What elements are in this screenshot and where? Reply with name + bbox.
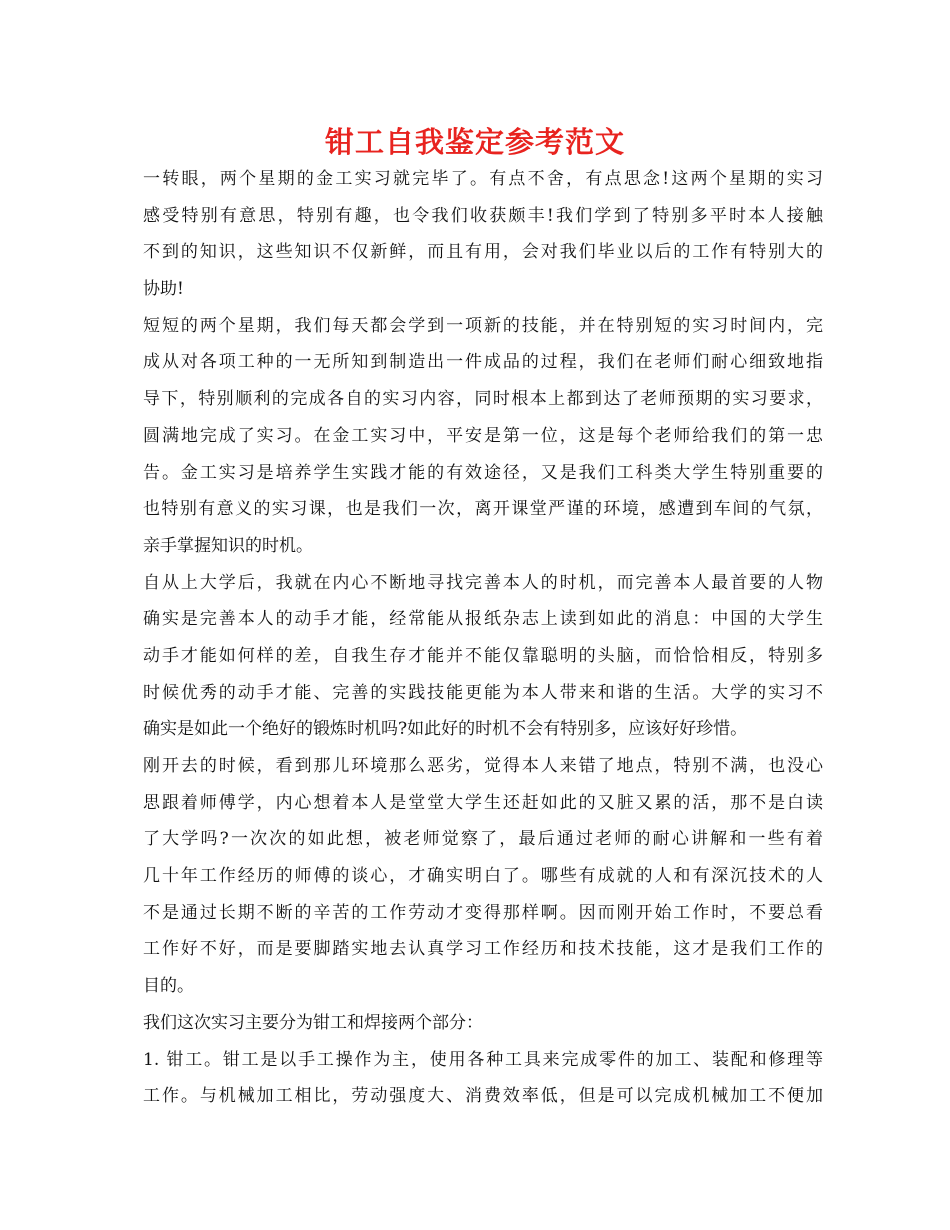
text-line: 刚开去的时候，看到那儿环境那么恶劣，觉得本人来错了地点，特别不满，也没心 bbox=[143, 756, 823, 776]
text-line: 一转眼，两个星期的金工实习就完毕了。有点不舍，有点思念!这两个星期的实习 bbox=[143, 169, 823, 189]
text-line: 导下，特别顺利的完成各自的实习内容，同时根本上都到达了老师预期的实习要求， bbox=[143, 389, 823, 410]
text-line: 也特别有意义的实习课，也是我们一次，离开课堂严谨的环境，感遭到车间的气氛， bbox=[143, 499, 823, 520]
text-line: 1. 钳工。钳工是以手工操作为主，使用各种工具来完成零件的加工、装配和修理等 bbox=[143, 1049, 823, 1070]
text-line: 动手才能如何样的差，自我生存才能并不能仅靠聪明的头脑，而恰恰相反，特别多 bbox=[143, 645, 823, 666]
text-line: 不到的知识，这些知识不仅新鲜，而且有用，会对我们毕业以后的工作有特别大的 bbox=[143, 242, 823, 263]
text-line: 确实是如此一个绝好的锻炼时机吗?如此好的时机不会有特别多，应该好好珍惜。 bbox=[143, 719, 748, 740]
text-line: 时候优秀的动手才能、完善的实践技能更能为本人带来和谐的生活。大学的实习不 bbox=[143, 682, 823, 703]
text-line: 目的。 bbox=[143, 976, 194, 997]
document-title: 钳工自我鉴定参考范文 bbox=[324, 125, 625, 159]
text-line: 亲手掌握知识的时机。 bbox=[143, 535, 313, 556]
text-line: 工作。与机械加工相比，劳动强度大、消费效率低，但是可以完成机械加工不便加 bbox=[143, 1086, 823, 1107]
text-line: 不是通过长期不断的辛苦的工作劳动才变得那样啊。因而刚开始工作时，不要总看 bbox=[143, 902, 823, 923]
text-line: 几十年工作经历的师傅的谈心，才确实明白了。哪些有成就的人和有深沉技术的人 bbox=[143, 866, 823, 887]
text-line: 告。金工实习是培养学生实践才能的有效途径，又是我们工科类大学生特别重要的 bbox=[143, 462, 823, 483]
text-line: 工作好不好，而是要脚踏实地去认真学习工作经历和技术技能，这才是我们工作的 bbox=[143, 939, 823, 960]
text-line: 协助! bbox=[143, 279, 184, 300]
text-line: 圆满地完成了实习。在金工实习中，平安是第一位，这是每个老师给我们的第一忠 bbox=[143, 425, 823, 446]
text-line: 确实是完善本人的动手才能，经常能从报纸杂志上读到如此的消息：中国的大学生 bbox=[143, 609, 823, 630]
text-line: 短短的两个星期，我们每天都会学到一项新的技能，并在特别短的实习时间内，完 bbox=[143, 315, 823, 336]
text-line: 成从对各项工种的一无所知到制造出一件成品的过程，我们在老师们耐心细致地指 bbox=[143, 352, 823, 373]
document-body bbox=[143, 161, 823, 1115]
text-line: 感受特别有意思，特别有趣，也令我们收获颇丰!我们学到了特别多平时本人接触 bbox=[143, 205, 823, 226]
text-line: 了大学吗?一次次的如此想，被老师觉察了，最后通过老师的耐心讲解和一些有着 bbox=[143, 829, 823, 850]
text-line: 思跟着师傅学，内心想着本人是堂堂大学生还赶如此的又脏又累的活，那不是白读 bbox=[143, 792, 823, 813]
text-line: 我们这次实习主要分为钳工和焊接两个部分： bbox=[143, 1012, 483, 1033]
text-line: 自从上大学后，我就在内心不断地寻找完善本人的时机，而完善本人最首要的人物 bbox=[143, 572, 823, 593]
